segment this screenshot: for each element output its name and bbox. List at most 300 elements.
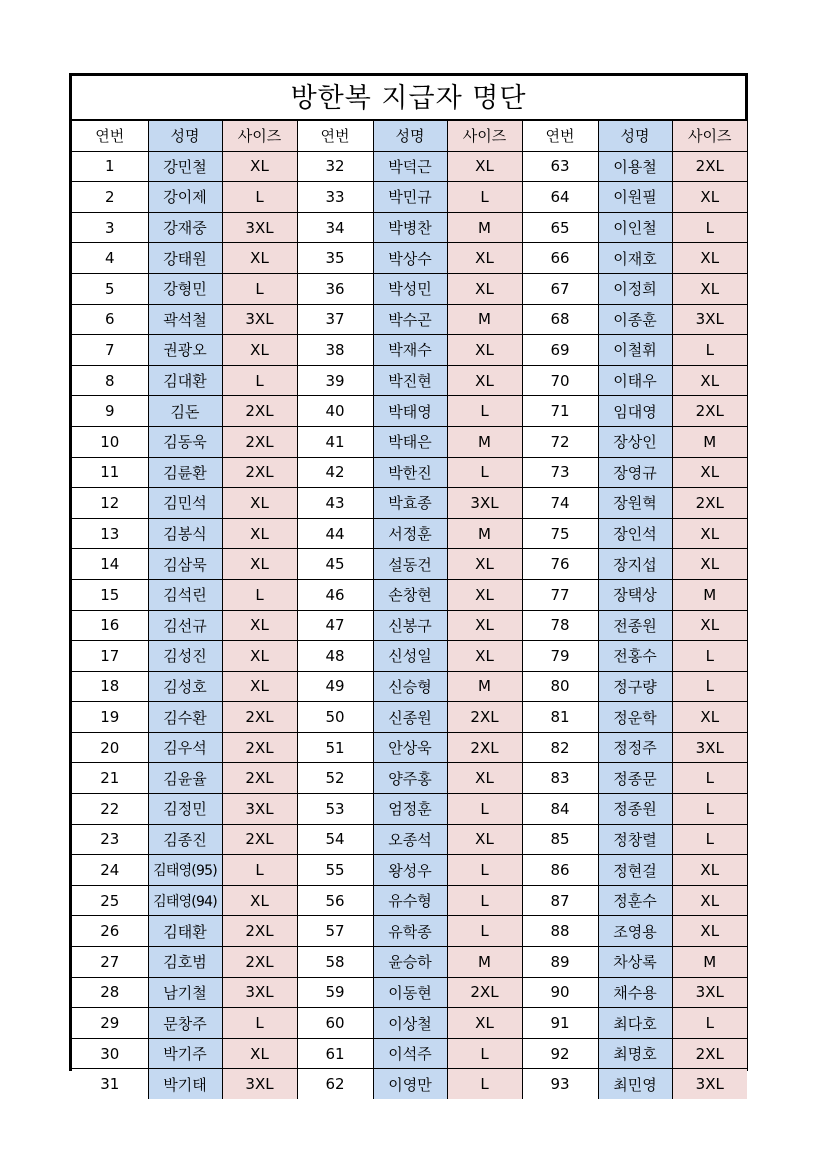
- header-no: 연번: [522, 121, 598, 151]
- row-number: 4: [72, 243, 148, 274]
- clothing-size: XL: [447, 610, 522, 641]
- person-name: 김륜환: [148, 457, 222, 488]
- person-name: 김정민: [148, 794, 222, 825]
- clothing-size: XL: [672, 549, 747, 580]
- table-row: [72, 365, 747, 396]
- header-no: 연번: [297, 121, 373, 151]
- clothing-size: XL: [447, 243, 522, 274]
- row-number: 50: [297, 702, 373, 733]
- row-number: 49: [297, 671, 373, 702]
- clothing-size: L: [672, 824, 747, 855]
- row-number: 12: [72, 488, 148, 519]
- table-row: [72, 702, 747, 733]
- person-name: 문창주: [148, 1008, 222, 1039]
- table-row: [72, 1038, 747, 1069]
- row-number: 52: [297, 763, 373, 794]
- row-number: 76: [522, 549, 598, 580]
- person-name: 김대환: [148, 365, 222, 396]
- row-number: 41: [297, 426, 373, 457]
- person-name: 박재수: [373, 335, 447, 366]
- clothing-size: XL: [222, 335, 297, 366]
- person-name: 최명호: [598, 1038, 672, 1069]
- row-number: 25: [72, 885, 148, 916]
- person-name: 강재중: [148, 212, 222, 243]
- roster-table: [72, 121, 747, 1099]
- person-name: 곽석철: [148, 304, 222, 335]
- clothing-size: XL: [447, 641, 522, 672]
- row-number: 69: [522, 335, 598, 366]
- clothing-size: L: [222, 273, 297, 304]
- person-name: 김태영(94): [148, 885, 222, 916]
- person-name: 정운학: [598, 702, 672, 733]
- person-name: 김봉식: [148, 518, 222, 549]
- clothing-size: XL: [447, 273, 522, 304]
- row-number: 27: [72, 947, 148, 978]
- clothing-size: 3XL: [447, 488, 522, 519]
- table-row: [72, 610, 747, 641]
- row-number: 57: [297, 916, 373, 947]
- person-name: 이인철: [598, 212, 672, 243]
- person-name: 이석주: [373, 1038, 447, 1069]
- row-number: 62: [297, 1069, 373, 1099]
- person-name: 안상욱: [373, 732, 447, 763]
- clothing-size: L: [447, 396, 522, 427]
- clothing-size: L: [672, 671, 747, 702]
- person-name: 정현걸: [598, 855, 672, 886]
- row-number: 2: [72, 182, 148, 213]
- clothing-size: L: [447, 916, 522, 947]
- roster-body: [72, 151, 747, 1099]
- row-number: 19: [72, 702, 148, 733]
- clothing-size: L: [447, 182, 522, 213]
- table-row: [72, 151, 747, 182]
- person-name: 이종훈: [598, 304, 672, 335]
- row-number: 71: [522, 396, 598, 427]
- person-name: 장원혁: [598, 488, 672, 519]
- person-name: 강민철: [148, 151, 222, 182]
- clothing-size: 3XL: [672, 304, 747, 335]
- clothing-size: L: [447, 457, 522, 488]
- table-row: [72, 579, 747, 610]
- person-name: 장지섭: [598, 549, 672, 580]
- clothing-size: 2XL: [222, 824, 297, 855]
- row-number: 90: [522, 977, 598, 1008]
- person-name: 이태우: [598, 365, 672, 396]
- table-row: [72, 335, 747, 366]
- person-name: 신승형: [373, 671, 447, 702]
- clothing-size: XL: [672, 916, 747, 947]
- clothing-size: L: [447, 855, 522, 886]
- person-name: 박덕근: [373, 151, 447, 182]
- clothing-size: M: [672, 579, 747, 610]
- clothing-size: M: [447, 671, 522, 702]
- clothing-size: XL: [222, 488, 297, 519]
- person-name: 김우석: [148, 732, 222, 763]
- row-number: 67: [522, 273, 598, 304]
- row-number: 74: [522, 488, 598, 519]
- row-number: 61: [297, 1038, 373, 1069]
- clothing-size: L: [447, 794, 522, 825]
- person-name: 박효종: [373, 488, 447, 519]
- clothing-size: M: [447, 426, 522, 457]
- clothing-size: 2XL: [672, 396, 747, 427]
- row-number: 75: [522, 518, 598, 549]
- clothing-size: 3XL: [222, 1069, 297, 1099]
- person-name: 강형민: [148, 273, 222, 304]
- person-name: 전종원: [598, 610, 672, 641]
- clothing-size: XL: [222, 549, 297, 580]
- person-name: 차상록: [598, 947, 672, 978]
- row-number: 23: [72, 824, 148, 855]
- person-name: 박수곤: [373, 304, 447, 335]
- header-name: 성명: [373, 121, 447, 151]
- clothing-size: 2XL: [222, 947, 297, 978]
- row-number: 89: [522, 947, 598, 978]
- row-number: 18: [72, 671, 148, 702]
- person-name: 김태영(95): [148, 855, 222, 886]
- person-name: 권광오: [148, 335, 222, 366]
- row-number: 40: [297, 396, 373, 427]
- row-number: 30: [72, 1038, 148, 1069]
- roster-sheet: [69, 73, 748, 1094]
- clothing-size: L: [672, 794, 747, 825]
- header-size: 사이즈: [447, 121, 522, 151]
- row-number: 21: [72, 763, 148, 794]
- clothing-size: M: [447, 518, 522, 549]
- person-name: 김수환: [148, 702, 222, 733]
- clothing-size: 2XL: [447, 702, 522, 733]
- row-number: 22: [72, 794, 148, 825]
- row-number: 87: [522, 885, 598, 916]
- person-name: 이동현: [373, 977, 447, 1008]
- person-name: 이재호: [598, 243, 672, 274]
- table-row: [72, 885, 747, 916]
- row-number: 36: [297, 273, 373, 304]
- row-number: 28: [72, 977, 148, 1008]
- header-row: [72, 121, 747, 151]
- person-name: 김선규: [148, 610, 222, 641]
- clothing-size: XL: [672, 518, 747, 549]
- row-number: 13: [72, 518, 148, 549]
- person-name: 김석린: [148, 579, 222, 610]
- person-name: 이철휘: [598, 335, 672, 366]
- row-number: 47: [297, 610, 373, 641]
- clothing-size: XL: [672, 610, 747, 641]
- person-name: 박민규: [373, 182, 447, 213]
- person-name: 박성민: [373, 273, 447, 304]
- person-name: 정훈수: [598, 885, 672, 916]
- table-row: [72, 212, 747, 243]
- person-name: 왕성우: [373, 855, 447, 886]
- row-number: 9: [72, 396, 148, 427]
- clothing-size: XL: [672, 365, 747, 396]
- row-number: 78: [522, 610, 598, 641]
- clothing-size: L: [222, 1008, 297, 1039]
- header-size: 사이즈: [672, 121, 747, 151]
- person-name: 김삼묵: [148, 549, 222, 580]
- row-number: 88: [522, 916, 598, 947]
- person-name: 장인석: [598, 518, 672, 549]
- person-name: 정창렬: [598, 824, 672, 855]
- row-number: 80: [522, 671, 598, 702]
- row-number: 16: [72, 610, 148, 641]
- row-number: 26: [72, 916, 148, 947]
- person-name: 김호범: [148, 947, 222, 978]
- person-name: 정구량: [598, 671, 672, 702]
- clothing-size: 2XL: [447, 732, 522, 763]
- clothing-size: XL: [447, 549, 522, 580]
- clothing-size: 2XL: [222, 732, 297, 763]
- table-row: [72, 1008, 747, 1039]
- table-row: [72, 304, 747, 335]
- page-title: 방한복 지급자 명단: [72, 76, 745, 121]
- person-name: 최민영: [598, 1069, 672, 1099]
- clothing-size: XL: [222, 1038, 297, 1069]
- person-name: 정종원: [598, 794, 672, 825]
- person-name: 강이제: [148, 182, 222, 213]
- person-name: 조영용: [598, 916, 672, 947]
- row-number: 73: [522, 457, 598, 488]
- row-number: 65: [522, 212, 598, 243]
- clothing-size: L: [447, 1038, 522, 1069]
- clothing-size: XL: [447, 335, 522, 366]
- person-name: 장택상: [598, 579, 672, 610]
- row-number: 70: [522, 365, 598, 396]
- clothing-size: 2XL: [222, 396, 297, 427]
- row-number: 44: [297, 518, 373, 549]
- row-number: 32: [297, 151, 373, 182]
- row-number: 54: [297, 824, 373, 855]
- table-row: [72, 243, 747, 274]
- clothing-size: M: [447, 947, 522, 978]
- person-name: 손창현: [373, 579, 447, 610]
- clothing-size: 3XL: [222, 977, 297, 1008]
- clothing-size: XL: [222, 671, 297, 702]
- table-row: [72, 916, 747, 947]
- row-number: 11: [72, 457, 148, 488]
- clothing-size: XL: [447, 1008, 522, 1039]
- row-number: 8: [72, 365, 148, 396]
- clothing-size: XL: [447, 365, 522, 396]
- row-number: 37: [297, 304, 373, 335]
- row-number: 7: [72, 335, 148, 366]
- table-row: [72, 273, 747, 304]
- clothing-size: XL: [672, 182, 747, 213]
- table-row: [72, 977, 747, 1008]
- row-number: 3: [72, 212, 148, 243]
- clothing-size: 2XL: [222, 702, 297, 733]
- row-number: 42: [297, 457, 373, 488]
- row-number: 64: [522, 182, 598, 213]
- row-number: 72: [522, 426, 598, 457]
- person-name: 윤승하: [373, 947, 447, 978]
- clothing-size: L: [672, 335, 747, 366]
- clothing-size: 2XL: [672, 1038, 747, 1069]
- row-number: 33: [297, 182, 373, 213]
- clothing-size: XL: [447, 824, 522, 855]
- person-name: 박병찬: [373, 212, 447, 243]
- table-row: [72, 855, 747, 886]
- row-number: 79: [522, 641, 598, 672]
- clothing-size: 3XL: [672, 1069, 747, 1099]
- table-row: [72, 794, 747, 825]
- table-row: [72, 732, 747, 763]
- person-name: 박기태: [148, 1069, 222, 1099]
- header-name: 성명: [148, 121, 222, 151]
- person-name: 오종석: [373, 824, 447, 855]
- header-name: 성명: [598, 121, 672, 151]
- row-number: 34: [297, 212, 373, 243]
- person-name: 박태영: [373, 396, 447, 427]
- person-name: 남기철: [148, 977, 222, 1008]
- clothing-size: 3XL: [222, 304, 297, 335]
- row-number: 60: [297, 1008, 373, 1039]
- clothing-size: L: [672, 641, 747, 672]
- row-number: 20: [72, 732, 148, 763]
- clothing-size: XL: [672, 885, 747, 916]
- person-name: 채수용: [598, 977, 672, 1008]
- clothing-size: M: [672, 947, 747, 978]
- person-name: 장영규: [598, 457, 672, 488]
- row-number: 55: [297, 855, 373, 886]
- row-number: 93: [522, 1069, 598, 1099]
- row-number: 53: [297, 794, 373, 825]
- clothing-size: L: [222, 579, 297, 610]
- person-name: 이정희: [598, 273, 672, 304]
- row-number: 68: [522, 304, 598, 335]
- person-name: 설동건: [373, 549, 447, 580]
- clothing-size: XL: [447, 151, 522, 182]
- row-number: 86: [522, 855, 598, 886]
- clothing-size: 2XL: [222, 457, 297, 488]
- table-row: [72, 396, 747, 427]
- clothing-size: M: [447, 304, 522, 335]
- row-number: 77: [522, 579, 598, 610]
- person-name: 서정훈: [373, 518, 447, 549]
- table-row: [72, 763, 747, 794]
- person-name: 장상인: [598, 426, 672, 457]
- row-number: 85: [522, 824, 598, 855]
- person-name: 박상수: [373, 243, 447, 274]
- clothing-size: L: [447, 885, 522, 916]
- person-name: 이용철: [598, 151, 672, 182]
- row-number: 31: [72, 1069, 148, 1099]
- person-name: 유학종: [373, 916, 447, 947]
- row-number: 81: [522, 702, 598, 733]
- clothing-size: XL: [222, 641, 297, 672]
- person-name: 박기주: [148, 1038, 222, 1069]
- person-name: 박태은: [373, 426, 447, 457]
- clothing-size: XL: [222, 518, 297, 549]
- row-number: 84: [522, 794, 598, 825]
- person-name: 박진현: [373, 365, 447, 396]
- person-name: 김태환: [148, 916, 222, 947]
- row-number: 17: [72, 641, 148, 672]
- row-number: 1: [72, 151, 148, 182]
- person-name: 강태원: [148, 243, 222, 274]
- clothing-size: XL: [672, 855, 747, 886]
- clothing-size: 2XL: [222, 916, 297, 947]
- clothing-size: XL: [447, 763, 522, 794]
- row-number: 51: [297, 732, 373, 763]
- person-name: 정종문: [598, 763, 672, 794]
- table-row: [72, 518, 747, 549]
- row-number: 45: [297, 549, 373, 580]
- person-name: 최다호: [598, 1008, 672, 1039]
- clothing-size: L: [222, 182, 297, 213]
- person-name: 이원필: [598, 182, 672, 213]
- person-name: 양주홍: [373, 763, 447, 794]
- person-name: 김민석: [148, 488, 222, 519]
- person-name: 임대영: [598, 396, 672, 427]
- clothing-size: M: [447, 212, 522, 243]
- person-name: 전홍수: [598, 641, 672, 672]
- person-name: 박한진: [373, 457, 447, 488]
- table-row: [72, 426, 747, 457]
- clothing-size: 3XL: [672, 977, 747, 1008]
- table-row: [72, 549, 747, 580]
- clothing-size: XL: [222, 151, 297, 182]
- clothing-size: L: [672, 763, 747, 794]
- person-name: 김성진: [148, 641, 222, 672]
- row-number: 63: [522, 151, 598, 182]
- row-number: 10: [72, 426, 148, 457]
- clothing-size: L: [222, 855, 297, 886]
- row-number: 14: [72, 549, 148, 580]
- person-name: 신봉구: [373, 610, 447, 641]
- person-name: 엄정훈: [373, 794, 447, 825]
- person-name: 신종원: [373, 702, 447, 733]
- row-number: 15: [72, 579, 148, 610]
- table-row: [72, 457, 747, 488]
- table-row: [72, 1069, 747, 1099]
- person-name: 김성호: [148, 671, 222, 702]
- clothing-size: XL: [222, 243, 297, 274]
- row-number: 82: [522, 732, 598, 763]
- clothing-size: 3XL: [222, 212, 297, 243]
- row-number: 48: [297, 641, 373, 672]
- row-number: 29: [72, 1008, 148, 1039]
- clothing-size: 3XL: [222, 794, 297, 825]
- row-number: 91: [522, 1008, 598, 1039]
- clothing-size: L: [672, 1008, 747, 1039]
- row-number: 38: [297, 335, 373, 366]
- clothing-size: XL: [222, 885, 297, 916]
- row-number: 39: [297, 365, 373, 396]
- person-name: 김윤율: [148, 763, 222, 794]
- person-name: 이영만: [373, 1069, 447, 1099]
- person-name: 김돈: [148, 396, 222, 427]
- clothing-size: M: [672, 426, 747, 457]
- header-no: 연번: [72, 121, 148, 151]
- clothing-size: XL: [672, 273, 747, 304]
- person-name: 정정주: [598, 732, 672, 763]
- clothing-size: 2XL: [672, 488, 747, 519]
- person-name: 김동욱: [148, 426, 222, 457]
- row-number: 56: [297, 885, 373, 916]
- table-row: [72, 488, 747, 519]
- table-row: [72, 671, 747, 702]
- person-name: 유수형: [373, 885, 447, 916]
- clothing-size: L: [672, 212, 747, 243]
- clothing-size: XL: [672, 702, 747, 733]
- row-number: 66: [522, 243, 598, 274]
- row-number: 58: [297, 947, 373, 978]
- row-number: 35: [297, 243, 373, 274]
- clothing-size: XL: [447, 579, 522, 610]
- person-name: 김종진: [148, 824, 222, 855]
- row-number: 6: [72, 304, 148, 335]
